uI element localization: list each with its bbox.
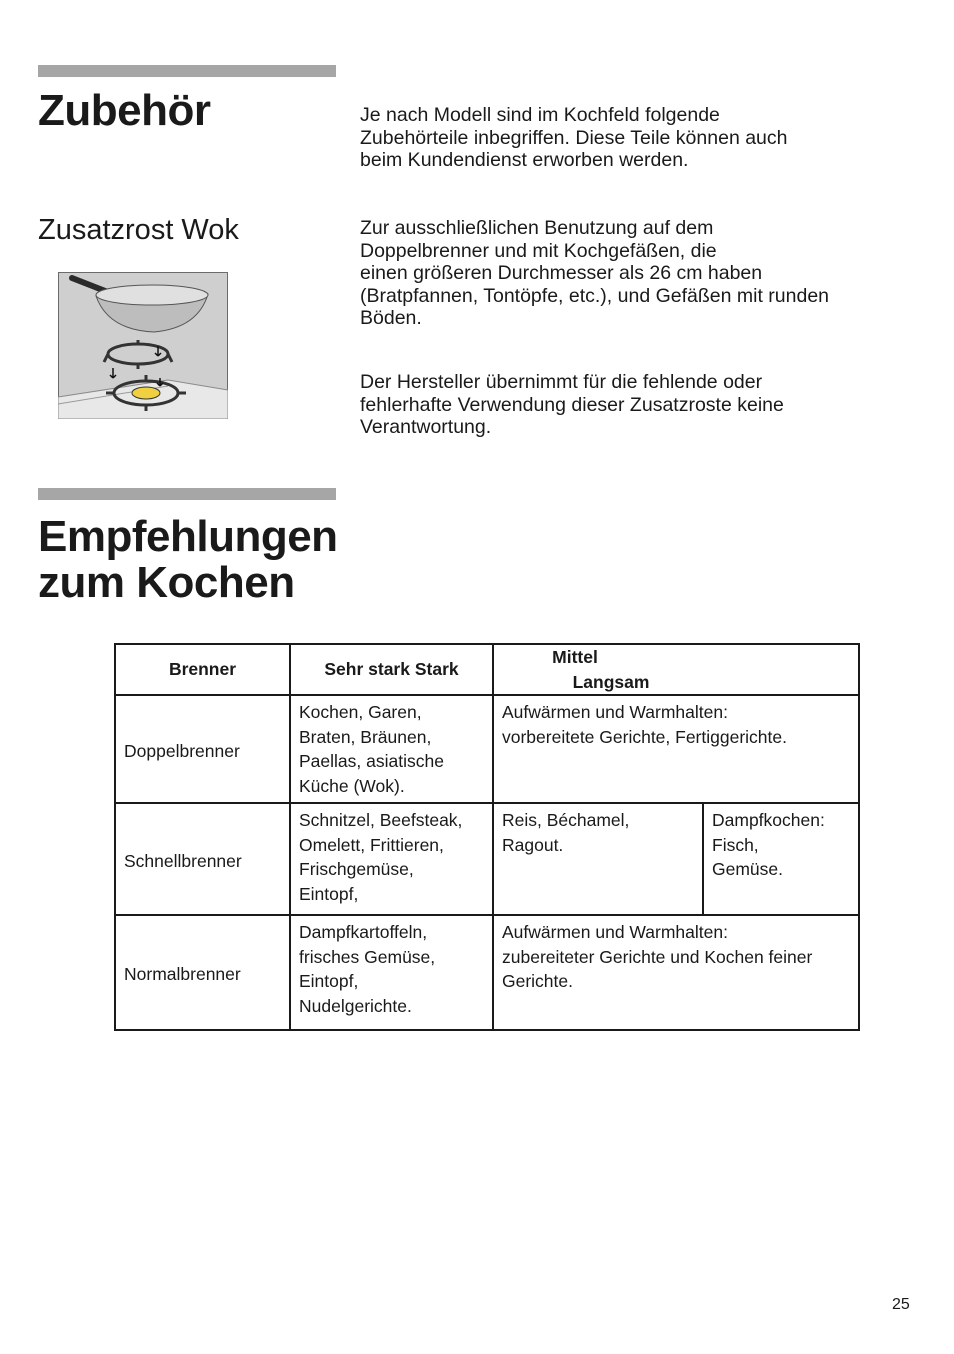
cell-burner: Normalbrenner bbox=[115, 915, 290, 1030]
table-row bbox=[115, 695, 859, 803]
header-strong: Sehr stark Stark bbox=[290, 644, 493, 695]
cell-burner: Doppelbrenner bbox=[115, 695, 290, 803]
cell-strong: Kochen, Garen, Braten, Bräunen, Paellas, asiatische Küche (Wok). bbox=[290, 695, 493, 803]
cell-medium: Reis, Béchamel, Ragout. bbox=[493, 803, 703, 915]
section-title-line2: zum Kochen bbox=[38, 558, 295, 607]
wok-disclaimer: Der Hersteller übernimmt für die fehlende oder fehlerhafte Verwendung dieser Zusatzroste keine Verantwortung. bbox=[360, 371, 784, 438]
table-header-row bbox=[115, 644, 859, 695]
header-medium-slow bbox=[493, 644, 859, 695]
header-burner: Brenner bbox=[115, 644, 290, 695]
header-medium: Mittel bbox=[552, 647, 598, 667]
section-title-zubehoer: Zubehör bbox=[38, 86, 211, 135]
cell-burner: Schnellbrenner bbox=[115, 803, 290, 915]
subsection-title-wok: Zusatzrost Wok bbox=[38, 214, 239, 246]
section-bar-zubehoer bbox=[38, 65, 336, 77]
wok-description: Zur ausschließlichen Benutzung auf dem Doppelbrenner und mit Kochgefäßen, die einen größeren Durchmesser als 26 cm haben (Bratpfannen, Tontöpfe, etc.), und Gefäßen mit runden Böden. bbox=[360, 217, 830, 329]
cell-slow: Dampfkochen: Fisch, Gemüse. bbox=[703, 803, 859, 915]
table-row bbox=[115, 915, 859, 1030]
section-bar-empfehlungen bbox=[38, 488, 336, 500]
page-number: 25 bbox=[892, 1296, 910, 1313]
section-title-empfehlungen bbox=[38, 514, 338, 606]
cell-medium-slow: Aufwärmen und Warmhalten: zubereiteter Gerichte und Kochen feiner Gerichte. bbox=[493, 915, 859, 1030]
cooking-recommendations-table bbox=[114, 643, 860, 1031]
section-title-line1: Empfehlungen bbox=[38, 512, 338, 561]
zubehoer-intro-text: Je nach Modell sind im Kochfeld folgende Zubehörteile inbegriffen. Diese Teile können auch beim Kundendienst erworben werden. bbox=[360, 104, 788, 171]
wok-on-burner-illustration bbox=[58, 272, 228, 419]
header-slow: Langsam bbox=[572, 671, 650, 692]
cell-strong: Dampfkartoffeln, frisches Gemüse, Eintopf, Nudelgerichte. bbox=[290, 915, 493, 1030]
cell-medium-slow: Aufwärmen und Warmhalten: vorbereitete Gerichte, Fertiggerichte. bbox=[493, 695, 859, 803]
cell-strong: Schnitzel, Beefsteak, Omelett, Frittieren, Frischgemüse, Eintopf, bbox=[290, 803, 493, 915]
table-row bbox=[115, 803, 859, 915]
